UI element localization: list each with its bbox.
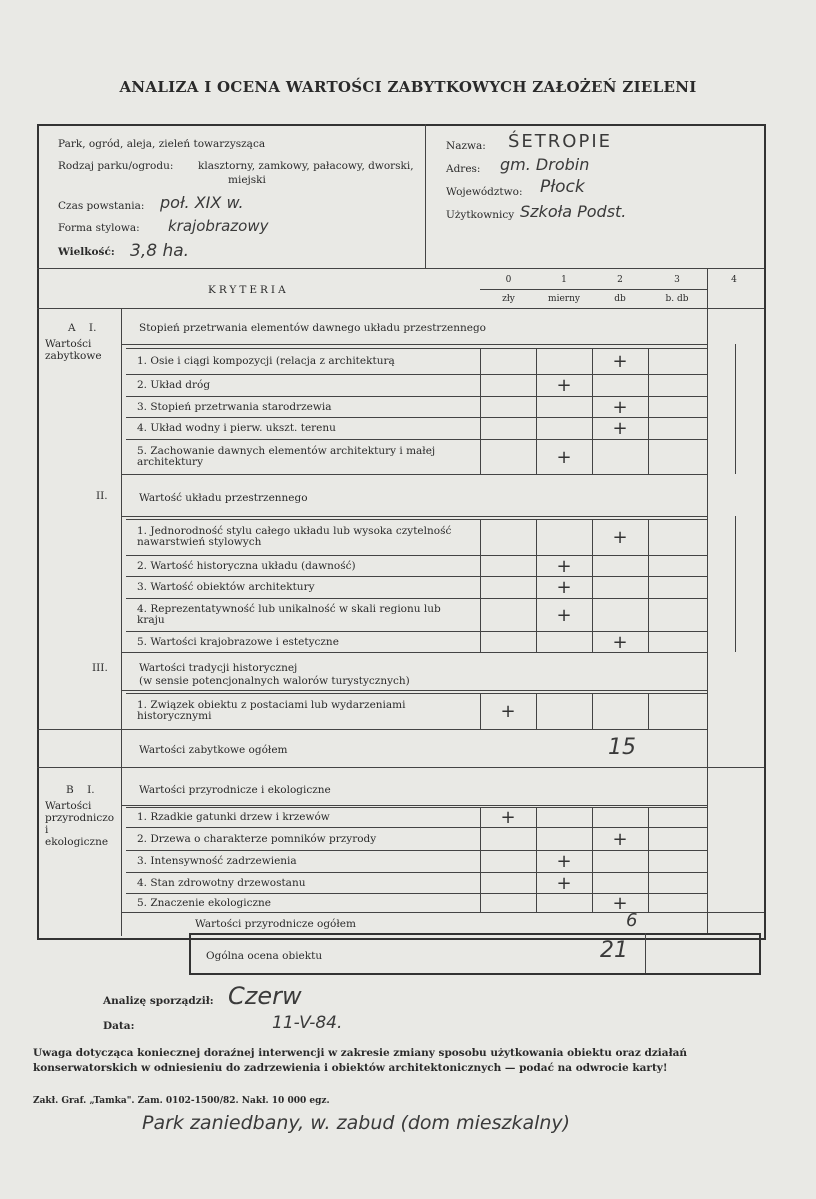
criteria-row (126, 693, 707, 730)
score-cell (648, 851, 649, 873)
park-type-label: Park, ogród, aleja, zieleń towarzysząca (58, 138, 266, 150)
criteria-row (126, 374, 707, 397)
section-a-name: Wartości zabytkowe (45, 338, 102, 362)
score-mark: + (612, 631, 628, 653)
score-cell (480, 440, 481, 475)
score-cell (592, 828, 593, 851)
province-label: Województwo: (446, 186, 523, 198)
score-cell (536, 894, 537, 913)
score-col-3-label: b. db (665, 294, 689, 304)
group-a3-title: Wartości tradycji historycznej (139, 662, 298, 674)
score-cell (648, 556, 649, 577)
name-value: ŚETROPIE (508, 131, 613, 152)
score-cell (480, 375, 481, 397)
print-info: Zakł. Graf. „Tamka". Zam. 0102-1500/82. Nakł. 10 000 egz. (33, 1096, 330, 1106)
score-mark: + (612, 892, 628, 914)
criteria-text: 4. Stan zdrowotny drzewostanu (137, 876, 306, 889)
score-cell (536, 851, 537, 873)
score-cell (480, 397, 481, 418)
score-cell (648, 694, 649, 730)
criteria-text: 2. Wartość historyczna układu (dawność) (137, 559, 356, 572)
date-value: 11-V-84. (272, 1013, 343, 1033)
score-cell (536, 694, 537, 730)
criteria-row (126, 807, 707, 828)
section-a-code: A I. (68, 322, 97, 334)
score-cell (592, 440, 593, 475)
criteria-row (126, 348, 707, 375)
score-cell (536, 397, 537, 418)
park-kind-options: klasztorny, zamkowy, pałacowy, dworski, (198, 160, 414, 172)
criteria-row (126, 893, 707, 913)
score-col-2-num: 2 (617, 275, 623, 285)
score-mark: + (612, 527, 628, 548)
score-cell (536, 375, 537, 397)
style-value: krajobrazowy (168, 217, 269, 235)
criteria-text: 5. Zachowanie dawnych elementów architektury i małej architektury (137, 444, 436, 468)
score-cell (648, 397, 649, 418)
score-cell (480, 851, 481, 873)
score-col-3-num: 3 (674, 275, 680, 285)
group-a1-title: Stopień przetrwania elementów dawnego układu przestrzennego (139, 322, 486, 334)
score-col-2-label: db (614, 294, 626, 304)
group-b1-title: Wartości przyrodnicze i ekologiczne (139, 784, 331, 796)
score-mark: + (556, 446, 572, 468)
criteria-row (126, 555, 707, 577)
criteria-text: 5. Wartości krajobrazowe i estetyczne (137, 635, 339, 648)
size-value: 3,8 ha. (130, 241, 190, 261)
criteria-row (126, 850, 707, 873)
score-cell (648, 828, 649, 851)
score-cell (536, 873, 537, 894)
section-a-total-label: Wartości zabytkowe ogółem (139, 744, 288, 756)
province-value: Płock (540, 177, 585, 197)
criteria-row (126, 519, 707, 556)
criteria-text: 2. Drzewa o charakterze pomników przyrody (137, 832, 377, 845)
score-cell (480, 808, 481, 828)
score-cell (536, 632, 537, 653)
criteria-text: 5. Znaczenie ekologiczne (137, 896, 272, 909)
criteria-text: 1. Osie i ciągi kompozycji (relacja z architekturą (137, 355, 395, 367)
criteria-row (126, 417, 707, 440)
score-cell (648, 577, 649, 599)
section-b-total-label: Wartości przyrodnicze ogółem (195, 918, 356, 930)
section-b-total-value: 6 (626, 910, 638, 931)
score-cell (592, 349, 593, 375)
group-a2-code: II. (96, 490, 108, 502)
score-cell (648, 520, 649, 556)
group-a3-subtitle: (w sensie potencjonalnych walorów turystycznych) (139, 675, 410, 687)
score-cell (480, 520, 481, 556)
criteria-text: 1. Związek obiektu z postaciami lub wydarzeniami historycznymi (137, 699, 406, 722)
criteria-text: 3. Stopień przetrwania starodrzewia (137, 400, 332, 413)
score-col-0-num: 0 (505, 275, 512, 285)
criteria-row (126, 631, 707, 653)
group-a3-code: III. (92, 662, 108, 674)
intervention-note: Uwaga dotycząca koniecznej doraźnej interwencji w zakresie zmiany sposobu użytkowania obiektu oraz działań konserwatorskich w odniesieniu do zadrzewienia i obiektów architektonicznych — podać na odwrocie karty! (33, 1047, 688, 1074)
score-mark: + (612, 418, 628, 439)
score-mark: + (556, 375, 572, 396)
address-label: Adres: (446, 163, 481, 175)
name-label: Nazwa: (446, 140, 486, 152)
score-col-0-label: zły (502, 294, 515, 304)
criteria-row (126, 576, 707, 599)
criteria-text: 3. Intensywność zadrzewienia (137, 855, 297, 867)
criteria-header: KRYTERIA (208, 284, 289, 296)
score-mark: + (556, 604, 572, 626)
criteria-row (126, 827, 707, 851)
overall-label: Ogólna ocena obiektu (206, 950, 323, 962)
size-label: Wielkość: (58, 246, 115, 258)
score-mark: + (556, 577, 572, 598)
score-mark: + (612, 351, 628, 372)
group-a2-title: Wartość układu przestrzennego (139, 492, 308, 504)
score-mark: + (556, 872, 572, 894)
section-a-total-value: 15 (608, 735, 636, 760)
score-mark: + (500, 701, 516, 722)
score-cell (648, 873, 649, 894)
prepared-value: Czerw (228, 982, 302, 1010)
score-cell (536, 349, 537, 375)
score-cell (480, 828, 481, 851)
criteria-text: 4. Reprezentatywność lub unikalność w skali regionu lub kraju (137, 602, 441, 626)
score-cell (480, 873, 481, 894)
address-value: gm. Drobin (500, 155, 590, 174)
score-cell (592, 556, 593, 577)
score-mark: + (612, 396, 628, 418)
score-mark: + (612, 828, 628, 850)
score-cell (536, 440, 537, 475)
criteria-text: 3. Wartość obiektów architektury (137, 581, 315, 593)
criteria-text: 1. Rzadkie gatunki drzew i krzewów (137, 811, 330, 823)
score-cell (592, 851, 593, 873)
overall-value: 21 (600, 938, 628, 963)
score-cell (536, 599, 537, 632)
score-cell (648, 349, 649, 375)
criteria-row (126, 598, 707, 632)
score-cell (536, 828, 537, 851)
origin-value: poł. XIX w. (160, 193, 244, 212)
score-cell (592, 873, 593, 894)
park-kind-label: Rodzaj parku/ogrodu: (58, 160, 174, 172)
score-cell (480, 632, 481, 653)
score-col-1-label: mierny (548, 294, 580, 304)
score-cell (536, 418, 537, 440)
score-cell (592, 632, 593, 653)
criteria-text: 1. Jednorodność stylu całego układu lub wysoka czytelność nawarstwień stylowych (137, 525, 452, 548)
score-cell (592, 418, 593, 440)
score-cell (480, 418, 481, 440)
score-cell (648, 808, 649, 828)
criteria-text: 4. Układ wodny i pierw. ukszt. terenu (137, 422, 336, 434)
score-cell (592, 520, 593, 556)
score-cell (648, 632, 649, 653)
score-cell (536, 556, 537, 577)
score-cell (648, 440, 649, 475)
section-b-name: Wartości przyrodniczo i ekologiczne (45, 800, 115, 848)
score-cell (592, 599, 593, 632)
criteria-row (126, 396, 707, 418)
score-cell (480, 349, 481, 375)
score-cell (648, 894, 649, 913)
score-col-4-num: 4 (731, 275, 737, 285)
score-cell (592, 397, 593, 418)
handwritten-note: Park zaniedbany, w. zabud (dom mieszkalny) (142, 1112, 571, 1134)
score-cell (536, 520, 537, 556)
score-cell (648, 599, 649, 632)
score-cell (648, 375, 649, 397)
score-cell (592, 808, 593, 828)
score-col-1-num: 1 (561, 275, 567, 285)
users-label: Użytkownicy (446, 209, 515, 221)
criteria-text: 2. Układ dróg (137, 379, 211, 391)
origin-label: Czas powstania: (58, 200, 145, 212)
park-kind-options2: miejski (228, 174, 266, 186)
criteria-row (126, 439, 707, 475)
score-cell (480, 577, 481, 599)
users-value: Szkoła Podst. (520, 202, 627, 221)
score-cell (480, 694, 481, 730)
section-b-code: B I. (66, 784, 95, 796)
score-cell (592, 694, 593, 730)
score-cell (536, 808, 537, 828)
score-cell (648, 418, 649, 440)
page-title: ANALIZA I OCENA WARTOŚCI ZABYTKOWYCH ZAŁOŻEŃ ZIELENI (119, 78, 697, 96)
score-cell (592, 375, 593, 397)
style-label: Forma stylowa: (58, 222, 140, 234)
score-mark: + (556, 851, 572, 872)
score-mark: + (500, 807, 516, 828)
score-cell (480, 599, 481, 632)
prepared-label: Analizę sporządził: (103, 995, 214, 1007)
criteria-row (126, 872, 707, 894)
score-cell (536, 577, 537, 599)
score-cell (592, 577, 593, 599)
score-cell (592, 894, 593, 913)
score-cell (480, 556, 481, 577)
score-mark: + (556, 555, 572, 577)
date-label: Data: (103, 1020, 135, 1032)
score-cell (480, 894, 481, 913)
